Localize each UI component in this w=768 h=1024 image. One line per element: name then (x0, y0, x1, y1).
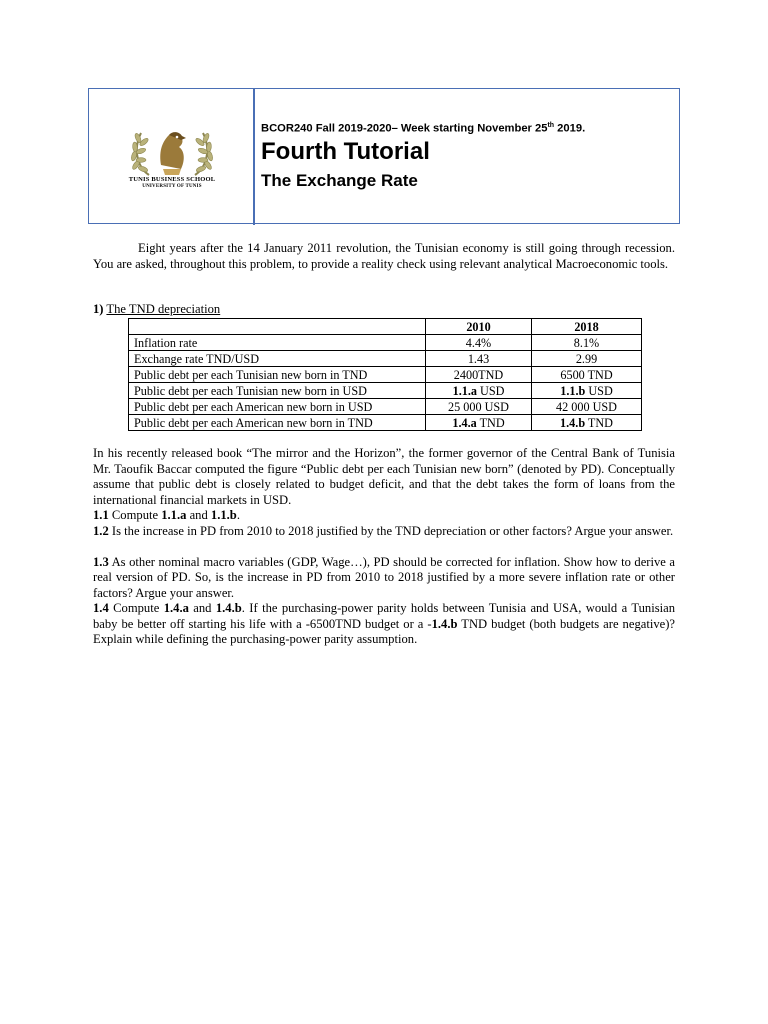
table-row: Public debt per each American new born in USD 25 000 USD 42 000 USD (129, 399, 642, 415)
logo-university-name: UNIVERSITY OF TUNIS (142, 184, 202, 189)
table-row: Public debt per each Tunisian new born in USD 1.1.a USD 1.1.b USD (129, 383, 642, 399)
table-row: Public debt per each American new born in TND 1.4.a TND 1.4.b TND (129, 415, 642, 431)
data-table (128, 318, 642, 431)
question-1-4: 1.4 Compute 1.4.a and 1.4.b. If the purchasing-power parity holds between Tunisia and USA, would a Tunisian baby be better off starting his life with a -6500TND budget or a -1.4.b TND budget (both budgets are negative)? Explain while defining the purchasing-power parity assumption. (93, 601, 676, 646)
logo-school-name: TUNIS BUSINESS SCHOOL (128, 176, 216, 183)
question-1-1: 1.1 Compute 1.1.a and 1.1.b. (93, 508, 240, 522)
table-row: Exchange rate TND/USD 1.43 2.99 (129, 351, 642, 367)
body-paragraph: In his recently released book “The mirror and the Horizon”, the former governor of the Central Bank of Tunisia Mr. Taoufik Baccar computed the figure “Public debt per each Tunisian new born” (denoted by PD). Conceptually assume that public debt is closely related to budget deficit, and that the debt takes the form of loans from the international financial markets in USD. (93, 446, 675, 507)
logo-cell (89, 89, 255, 225)
table-row: Public debt per each Tunisian new born in TND 2400TND 6500 TND (129, 367, 642, 383)
question-1-2: 1.2 Is the increase in PD from 2010 to 2018 justified by the TND depreciation or other factors? Argue your answer. (93, 523, 674, 538)
eagle-laurel-logo-icon (89, 105, 255, 205)
table-row: Inflation rate 4.4% 8.1% (129, 335, 642, 351)
intro-paragraph: Eight years after the 14 January 2011 revolution, the Tunisian economy is still going through recession. You are asked, throughout this problem, to provide a reality check using relevant analytical Macroeconomic tools. (93, 241, 675, 271)
header-box (88, 88, 680, 224)
page-title: Fourth Tutorial (261, 138, 430, 165)
section-heading: 1) The TND depreciation (93, 302, 221, 316)
course-line: BCOR240 Fall 2019-2020– Week starting November 25th 2019. (261, 122, 586, 135)
table-header-row: 2010 2018 (129, 319, 642, 335)
page-subtitle: The Exchange Rate (261, 171, 418, 190)
question-1-3: 1.3 As other nominal macro variables (GDP, Wage…), PD should be corrected for inflation. Show how to derive a real version of PD. So, is the increase in PD from 2010 to 2018 justified by a more severe inflation rate or other factors? Argue your answer. (93, 554, 675, 600)
